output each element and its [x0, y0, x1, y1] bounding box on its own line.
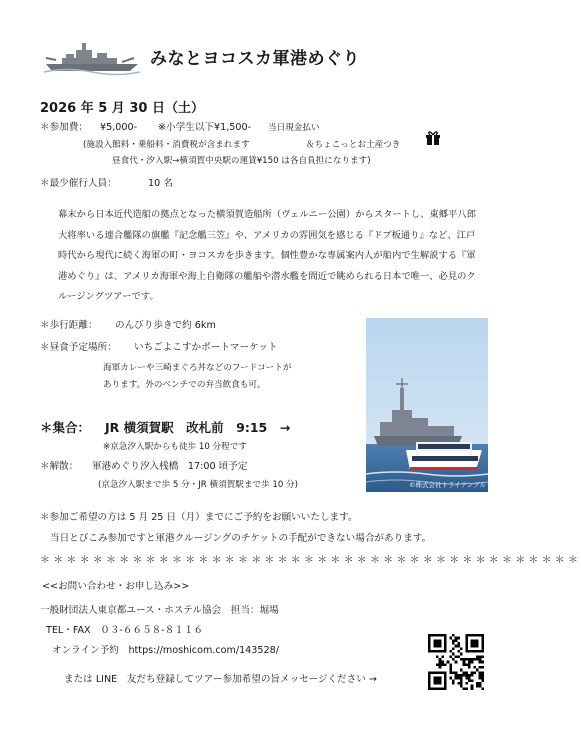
min-people-value: 10 名: [148, 178, 173, 189]
walk-value: のんびり歩きで約 6km: [115, 320, 216, 331]
fee-includes: (施設入館料・乗船料・消費税が含まれます: [83, 140, 250, 150]
contact-org: 一般財団法人東京都ユース・ホステル協会 担当：堀場: [40, 605, 279, 616]
fee-gift: ＆ちょこっとお土産つき: [306, 140, 401, 150]
contact-heading: <<お問い合わせ・お申し込み>>: [42, 581, 190, 592]
warship-icon: [42, 38, 142, 74]
lunch-note-2: あります。外のベンチでの弁当飲食も可。: [103, 380, 266, 390]
fee-child: ※小学生以下¥1,500-: [158, 122, 252, 133]
min-people-label: ＊最少催行人員：: [40, 178, 117, 189]
gift-icon: [425, 130, 441, 146]
reservation-line-1: ＊参加ご希望の方は 5 月 25 日（月）までにご予約をお願いいたします。: [40, 512, 358, 523]
dismiss-value: 軍港めぐり汐入桟橋 17:00 頃予定: [92, 461, 248, 472]
photo-credit: ©株式会社トライアングル: [408, 481, 486, 489]
meeting-note: ※京急汐入駅からも徒歩 10 分程です: [103, 442, 247, 452]
fee-label: ＊参加費：: [40, 122, 88, 133]
tour-description: 幕末から日本近代造船の拠点となった横須賀造船所（ヴェルニー公園）からスタートし、東郷平八郎大将率いる連合艦隊の旗艦『記念艦三笠』や、アメリカの雰囲気を感じる『ドブ板通り』など、江戸時代から現代に続く海軍の町・ヨコスカを歩きます。個性豊かな専属案内人が船内で生解説する『軍港めぐり』は、アメリカ海軍や海上自衛隊の艦船や潜水艦を間近で眺められる日本で唯一、必見のクルージングツアーです。: [58, 209, 476, 302]
tour-date: 2026 年 5 月 30 日（土）: [40, 101, 204, 116]
fee-adult: ¥5,000-: [100, 122, 138, 133]
meeting-value: JR 横須賀駅 改札前 9:15 →: [105, 420, 291, 435]
lunch-label: ＊昼食予定場所：: [40, 342, 117, 353]
line-instructions: または LINE 友だち登録してツアー参加希望の旨メッセージください →: [64, 674, 377, 685]
online-booking-link[interactable]: オンライン予約 https://moshicom.com/143528/: [52, 645, 279, 656]
lunch-note-1: 海軍カレーや三崎まぐろ丼などのフードコートが: [103, 363, 292, 373]
meeting-label: ＊集合：: [40, 420, 91, 435]
dismiss-label: ＊解散：: [40, 461, 79, 472]
contact-tel: TEL・FAX ０３-６６５８-８１１６: [46, 625, 204, 636]
divider: ＊＊＊＊＊＊＊＊＊＊＊＊＊＊＊＊＊＊＊＊＊＊＊＊＊＊＊＊＊＊＊＊＊＊＊＊＊＊＊＊＊: [40, 555, 581, 566]
walk-label: ＊歩行距離：: [40, 320, 98, 331]
lunch-value: いちごよこすかポートマーケット: [134, 342, 278, 353]
fee-payment: 当日現金払い: [268, 123, 320, 133]
page-title: みなとヨコスカ軍港めぐり: [150, 49, 360, 69]
qr-code-icon[interactable]: [428, 634, 484, 690]
cruise-photo: [366, 318, 488, 492]
fee-excludes: 昼食代・汐入駅→横須賀中央駅の運賃¥150 は各自負担になります): [112, 156, 371, 166]
reservation-line-2: 当日とびこみ参加ですと軍港クルージングのチケットの手配ができない場合があります。: [50, 533, 432, 544]
dismiss-note: (京急汐入駅まで歩 5 分・JR 横須賀駅まで歩 10 分): [98, 480, 298, 490]
